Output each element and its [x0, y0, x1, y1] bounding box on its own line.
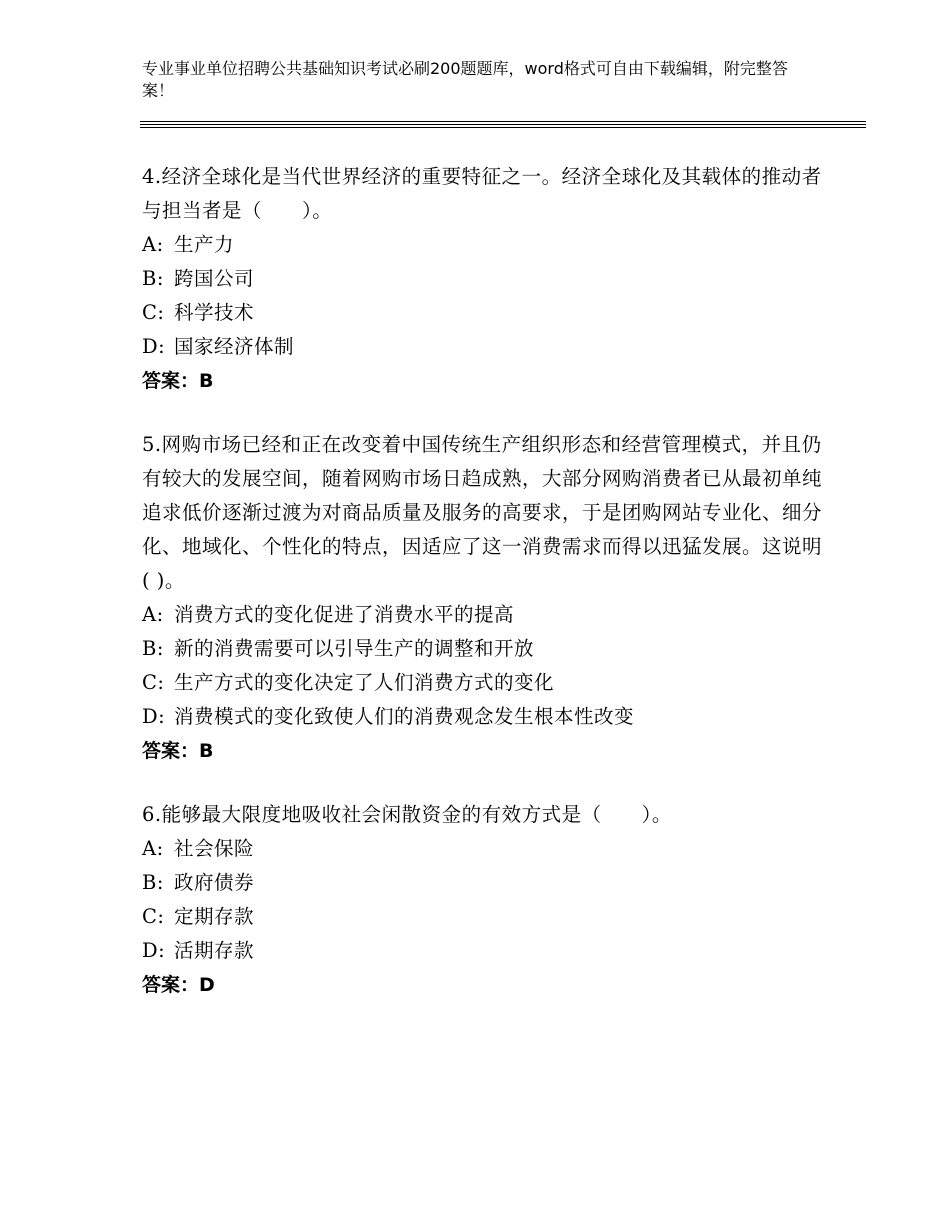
option-key: C:	[142, 301, 165, 324]
option-key: A:	[142, 603, 164, 626]
question-list	[142, 160, 822, 1022]
question-stem: 6.能够最大限度地吸收社会闲散资金的有效方式是（ ）。	[142, 803, 672, 826]
option-key: C:	[142, 905, 165, 928]
option-b	[142, 866, 822, 900]
option-text: 活期存款	[174, 939, 255, 962]
header-divider	[140, 121, 866, 122]
option-b	[142, 262, 822, 296]
option-b	[142, 632, 822, 666]
option-text: 新的消费需要可以引导生产的调整和开放	[174, 637, 535, 660]
option-key: B:	[142, 871, 164, 894]
option-c	[142, 900, 822, 934]
option-d	[142, 330, 822, 364]
option-key: A:	[142, 837, 164, 860]
option-key: A:	[142, 233, 164, 256]
option-text: 政府债券	[174, 871, 255, 894]
option-a	[142, 832, 822, 866]
option-text: 社会保险	[174, 837, 255, 860]
option-text: 科学技术	[174, 301, 255, 324]
option-text: 国家经济体制	[174, 335, 295, 358]
question-stem: 4.经济全球化是当代世界经济的重要特征之一。经济全球化及其载体的推动者与担当者是（ ）。	[142, 165, 822, 222]
question-item	[142, 798, 822, 1002]
question-stem: 5.网购市场已经和正在改变着中国传统生产组织形态和经营管理模式，并且仍有较大的发展空间，随着网购市场日趋成熟，大部分网购消费者已从最初单纯追求低价逐渐过渡为对商品质量及服务的高要求，于是团购网站专业化、细分化、地域化、个性化的特点，因适应了这一消费需求而得以迅猛发展。这说明( )。	[142, 433, 823, 592]
option-c	[142, 666, 822, 700]
answer-line: 答案：D	[142, 974, 215, 996]
option-text: 生产方式的变化决定了人们消费方式的变化	[174, 671, 555, 694]
answer-line: 答案：B	[142, 370, 214, 392]
option-key: D:	[142, 939, 166, 962]
option-text: 跨国公司	[174, 267, 255, 290]
option-text: 定期存款	[174, 905, 255, 928]
option-d	[142, 934, 822, 968]
option-key: C:	[142, 671, 165, 694]
page-header: 专业事业单位招聘公共基础知识考试必刷200题题库，word格式可自由下载编辑，附完整答案！	[142, 59, 788, 100]
header-divider	[140, 124, 866, 125]
option-text: 消费模式的变化致使人们的消费观念发生根本性改变	[174, 705, 635, 728]
option-key: B:	[142, 637, 164, 660]
option-text: 消费方式的变化促进了消费水平的提高	[174, 603, 515, 626]
question-item	[142, 160, 822, 398]
answer-line: 答案：B	[142, 740, 214, 762]
option-key: D:	[142, 335, 166, 358]
option-a	[142, 598, 822, 632]
question-item	[142, 428, 822, 768]
option-a	[142, 228, 822, 262]
option-c	[142, 296, 822, 330]
header-divider	[140, 127, 866, 128]
option-key: B:	[142, 267, 164, 290]
option-key: D:	[142, 705, 166, 728]
option-d	[142, 700, 822, 734]
option-text: 生产力	[174, 233, 235, 256]
